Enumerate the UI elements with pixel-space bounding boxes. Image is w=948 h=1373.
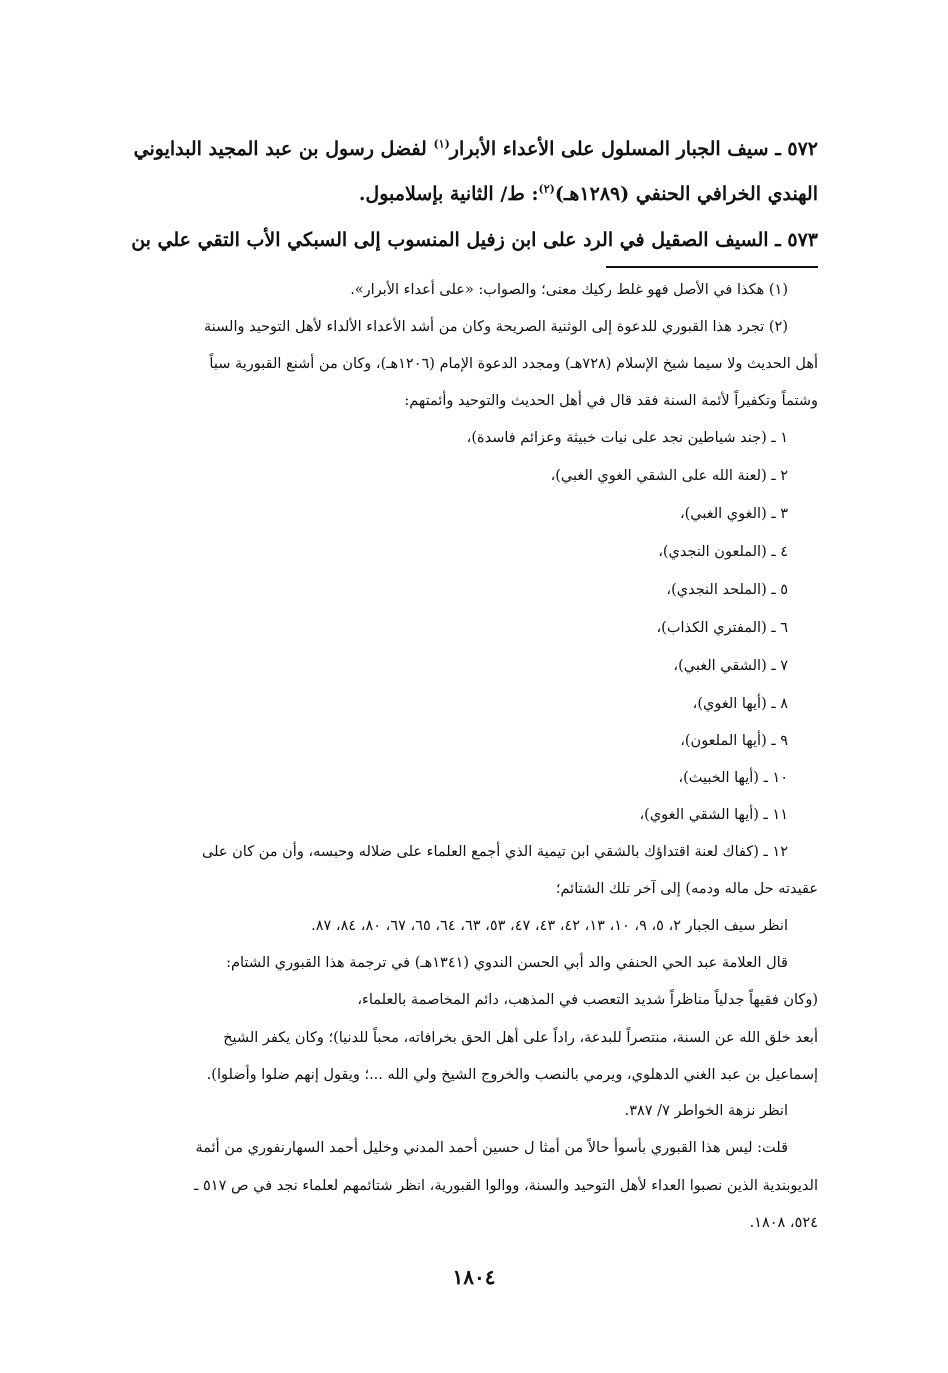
footnote-line: عقيدته حل ماله ودمه) إلى آخر تلك الشتائم؛ [555,881,818,897]
footnote-line: أبعد خلق الله عن السنة، منتصراً للبدعة، راداً على أهل الحق بخرافاته، محباً للدنيا)؛ وكان يكفر الشيخ [223,1030,818,1046]
footnote-line: ٢ ـ (لعنة الله على الشقي الغوي الغبي)، [550,468,788,484]
footnote-line: ٤ ـ (الملعون النجدي)، [658,544,788,560]
entry-572-author-cont: الهندي الخرافي الحنفي (١٢٨٩هـ) [554,183,818,205]
footnote-line: ١١ ـ (أيها الشقي الغوي)، [639,807,788,823]
footnote-line: انظر سيف الجبار ٢، ٥، ٩، ١٠، ١٣، ٤٢، ٤٣، ٤٧، ٥٣، ٦٣، ٦٤، ٦٥، ٦٧، ٨٠، ٨٤، ٨٧. [311,918,788,934]
entry-573-line-1: ٥٧٣ ـ السيف الصقيل في الرد على ابن زفيل المنسوب إلى السبكي الأب التقي علي بن [131,229,818,251]
footnote-line: ٥٢٤، ١٨٠٨. [749,1215,818,1231]
footnote-line: وشتماً وتكفيراً لأئمة السنة فقد قال في أهل الحديث والتوحيد وأئمتهم: [404,393,818,409]
entry-572-edition: : ط/ الثانية بإسلامبول. [358,183,539,205]
footnote-line: ٨ ـ (أيها الغوي)، [692,696,788,712]
footnote-line: ٧ ـ (الشقي الغبي)، [673,658,788,674]
footnote-ref-2: (٢) [538,182,555,196]
footnote-line: قلت: ليس هذا القبوري بأسوأ حالاً من أمثا ل حسين أحمد المدني وخليل أحمد السهارنفوري من أئمة [195,1140,788,1156]
footnote-line: ١ ـ (جند شياطين نجد على نيات خبيثة وعزائم فاسدة)، [466,430,788,446]
footnote-separator [606,266,818,268]
footnote-line: ٣ ـ (الغوي الغبي)، [679,506,788,522]
entry-572-line-2 [118,183,818,206]
footnote-line: إسماعيل بن عبد الغني الدهلوي، ويرمي بالنصب والخروج الشيخ ولي الله ...؛ ويقول إنهم ضلوا وأضلوا). [206,1067,818,1083]
footnote-line: ١٢ ـ (كفاك لعنة اقتداؤك بالشقي ابن تيمية الذي أجمع العلماء على ضلاله وحبسه، وأن من كان على [202,844,788,860]
footnote-line: الديوبندية الذين نصبوا العداء لأهل التوحيد والسنة، ووالوا القبورية، انظر شتائمهم لعلماء نجد في ص ٥١٧ ـ [194,1178,818,1194]
footnote-line: (١) هكذا في الأصل فهو غلط ركيك معنى؛ والصواب: «على أعداء الأبرار». [350,282,788,298]
entry-572-author: لفضل رسول بن عبد المجيد البدايوني [133,138,434,160]
footnote-line: (وكان فقيهاً جدلياً مناظراً شديد التعصب في المذهب، دائم المخاصمة بالعلماء، [357,992,818,1008]
footnote-line: ٥ ـ (الملحد النجدي)، [666,582,788,598]
footnote-line: (٢) تجرد هذا القبوري للدعوة إلى الوثنية الصريحة وكان من أشد الأعداء الألداء لأهل التوحيد والسنة [203,319,788,335]
entry-572-line-1 [118,138,818,161]
footnote-line: انظر نزهة الخواطر ٧/ ٣٨٧. [624,1103,788,1119]
entry-572-title: ٥٧٢ ـ سيف الجبار المسلول على الأعداء الأبرار [449,138,818,160]
page-number: ١٨٠٤ [452,1265,496,1289]
footnote-line: ٩ ـ (أيها الملعون)، [680,733,788,749]
footnote-ref-1: (١) [433,137,450,151]
footnote-line: قال العلامة عبد الحي الحنفي والد أبي الحسن الندوي (١٣٤١هـ) في ترجمة هذا القبوري الشتام: [226,955,788,971]
footnote-line: ٦ ـ (المفتري الكذاب)، [656,620,788,636]
footnote-line: ١٠ ـ (أيها الخبيث)، [678,770,788,786]
footnote-line: أهل الحديث ولا سيما شيخ الإسلام (٧٢٨هـ) ومجدد الدعوة الإمام (١٢٠٦هـ)، وكان من أشنع القبورية سباً [209,356,818,372]
